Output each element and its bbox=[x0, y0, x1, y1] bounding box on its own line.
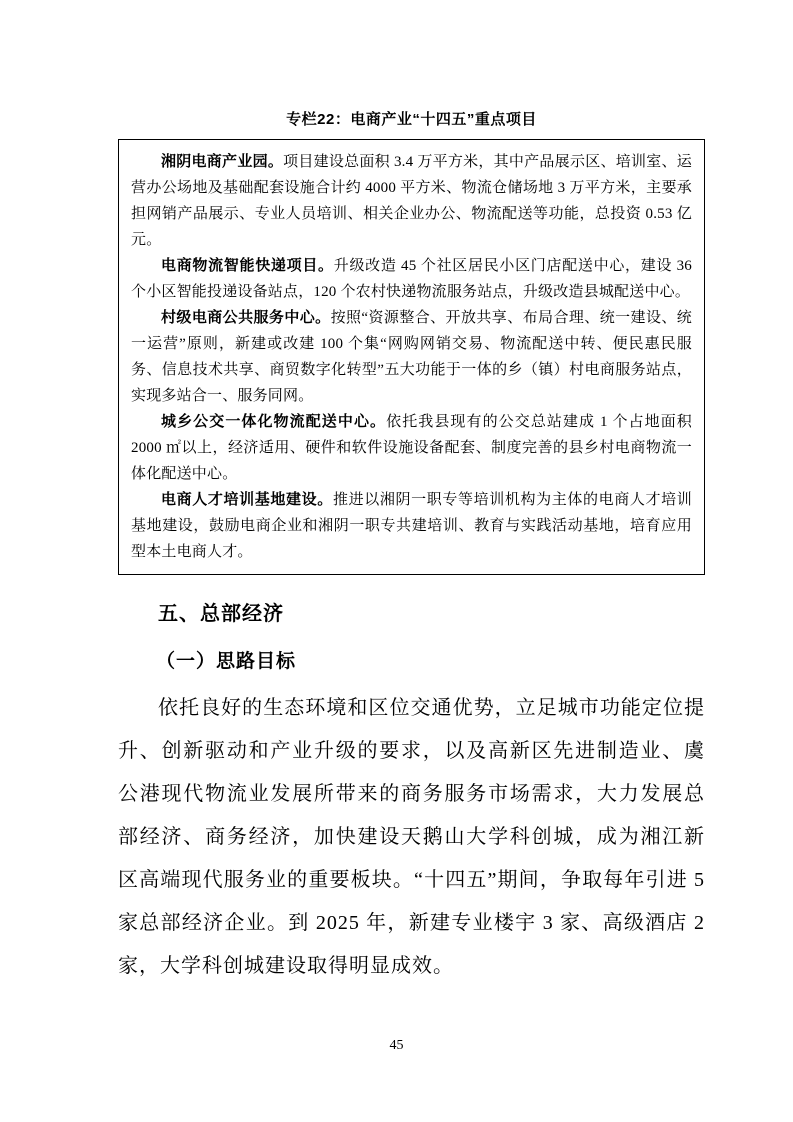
box-paragraph bbox=[131, 305, 692, 409]
box-paragraph bbox=[131, 487, 692, 565]
paragraph-lead: 村级电商公共服务中心。 bbox=[161, 309, 331, 326]
paragraph-lead: 湘阴电商产业园。 bbox=[161, 153, 284, 170]
box-title: 专栏22：电商产业“十四五”重点项目 bbox=[286, 111, 537, 128]
paragraph-text: 升级改造 45 个社区居民小区门店配送中心，建设 36 个小区智能投递设备站点，120 个农村快递物流服务站点，升级改造县城配送中心。 bbox=[131, 258, 692, 300]
box-paragraph bbox=[131, 253, 692, 305]
paragraph-text: 推进以湘阴一职专等培训机构为主体的电商人才培训基地建设，鼓励电商企业和湘阴一职专共建培训、教育与实践活动基地，培育应用型本土电商人才。 bbox=[131, 492, 692, 560]
subsection-heading: （一）思路目标 bbox=[156, 651, 297, 672]
paragraph-text: 项目建设总面积 3.4 万平方米，其中产品展示区、培训室、运营办公场地及基础配套设施合计约 4000 平方米、物流仓储场地 3 万平方米，主要承担网销产品展示、专业人员培训、相关企业办公、物流配送等功能，总投资 0.53 亿元。 bbox=[131, 154, 692, 248]
box-paragraph bbox=[131, 149, 692, 253]
paragraph-lead: 城乡公交一体化物流配送中心。 bbox=[161, 413, 387, 430]
paragraph-lead: 电商人才培训基地建设。 bbox=[161, 491, 333, 508]
project-highlight-box bbox=[118, 139, 705, 575]
body-paragraph: 依托良好的生态环境和区位交通优势，立足城市功能定位提升、创新驱动和产业升级的要求，以及高新区先进制造业、虞公港现代物流业发展所带来的商务服务市场需求，大力发展总部经济、商务经济，加快建设天鹅山大学科创城，成为湘江新区高端现代服务业的重要板块。“十四五”期间，争取每年引进 5 家总部经济企业。到 2025 年，新建专业楼宇 3 家、高级酒店 2 家，大学科创城建设取得明显成效。 bbox=[118, 697, 705, 977]
box-paragraph bbox=[131, 409, 692, 487]
page-number: 45 bbox=[389, 1038, 404, 1053]
paragraph-lead: 电商物流智能快递项目。 bbox=[161, 257, 334, 274]
paragraph-text: 依托我县现有的公交总站建成 1 个占地面积 2000 ㎡以上，经济适用、硬件和软件设施设备配套、制度完善的县乡村电商物流一体化配送中心。 bbox=[131, 414, 692, 482]
section-heading: 五、总部经济 bbox=[158, 603, 284, 625]
paragraph-text: 按照“资源整合、开放共享、布局合理、统一建设、统一运营”原则，新建或改建 100 个集“网购网销交易、物流配送中转、便民惠民服务、信息技术共享、商贸数字化转型”五大功能于一体的乡（镇）村电商服务站点，实现多站合一、服务同网。 bbox=[131, 310, 692, 404]
